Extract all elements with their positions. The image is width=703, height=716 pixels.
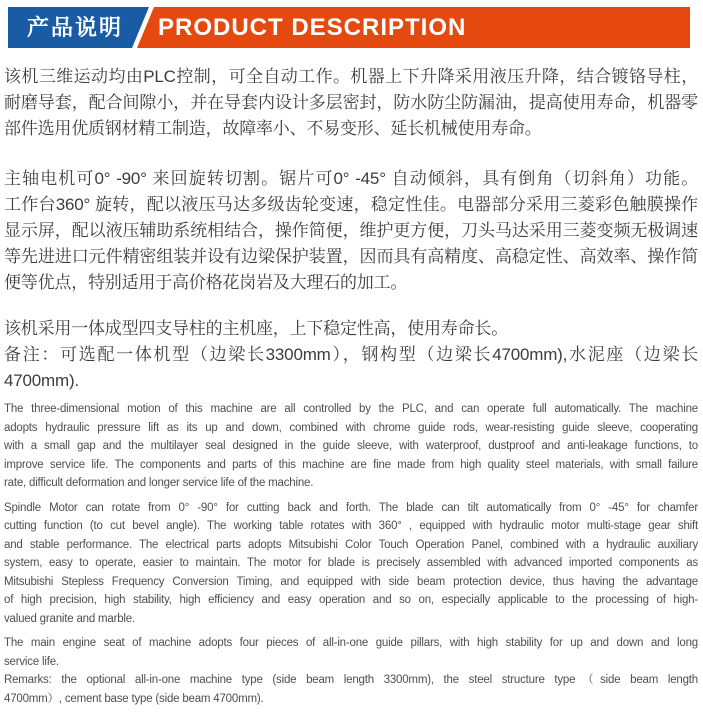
content-area [0, 64, 703, 708]
text-line: valued granite and marble. [4, 612, 135, 625]
paragraph-cn-remarks [4, 316, 698, 394]
section-header-banner [8, 7, 690, 48]
paragraph-en-overview [4, 400, 698, 493]
text-line: 主轴电机可0° -90° 来回旋转切割。锯片可0° -45° 自动倾斜，具有倒角（切斜角）功能。 [4, 169, 698, 188]
text-line: of high precision, high stability, high efficiency and easy operation and so on, especially applicable to the processing of high- [4, 594, 698, 606]
text-line: Mitsubishi Stepless Frequency Conversion Timing, and equipped with side beam protection device, thus having the advantage [4, 575, 698, 588]
text-line: 部件选用优质钢材精工制造，故障率小、不易变形、延长机械使用寿命。 [4, 119, 542, 138]
paragraph-cn-features [4, 166, 698, 296]
text-line: system, easy to operate, easier to maintain. The motor for blade is precisely assembled with advanced imported components as [4, 557, 698, 569]
header-title-en: PRODUCT DESCRIPTION [158, 14, 467, 41]
text-line: improve service life. The components and parts of this machine are fine made from high quality steel materials, with small failure [4, 458, 698, 471]
text-line: The main engine seat of machine adopts four pieces of all-in-one guide pillars, with high stability for up and down and long [4, 637, 698, 649]
text-line: 便等优点，特别适用于高价格花岗岩及大理石的加工。 [4, 273, 408, 292]
text-line: The three-dimensional motion of this machine are all controlled by the PLC, and can operate full automatically. The machine [4, 403, 698, 415]
text-line: 工作台360° 旋转，配以液压马达多级齿轮变速，稳定性佳。电器部分采用三菱彩色触膜操作 [4, 195, 698, 214]
text-line: 该机采用一体成型四支导柱的主机座，上下稳定性高，使用寿命长。 [4, 319, 508, 338]
paragraph-en-features [4, 499, 698, 629]
text-line: with a small gap and the multilayer seal designed in the guide sleeve, with waterproof, dustproof and anti-leakage functions, to [4, 440, 698, 452]
text-line: 显示屏，配以液压辅助系统相结合，操作简便，维护更方便，刀头马达采用三菱变频无极调速 [4, 221, 698, 240]
text-line: service life. [4, 655, 59, 668]
product-description-page [0, 7, 703, 716]
text-line: cutting function (to cut bevel angle). The working table rotates with 360° , equipped with hydraulic motor multi-stage gear shift [4, 520, 698, 532]
text-line: rate, difficult deformation and longer service life of the machine. [4, 477, 314, 489]
text-line: 该机三维运动均由PLC控制，可全自动工作。机器上下升降采用液压升降，结合镀铬导柱， [4, 67, 698, 86]
text-line: 耐磨导套，配合间隙小，并在导套内设计多层密封，防水防尘防漏油，提高使用寿命，机器零 [4, 93, 698, 112]
paragraph-en-remarks [4, 634, 698, 708]
text-line: and stable performance. The electrical parts adopts Mitsubishi Color Touch Operation Panel, combined with a hydraulic auxiliary [4, 538, 698, 551]
text-line: Remarks: the optional all-in-one machine type (side beam length 3300mm), the steel structure type（side beam length [4, 674, 698, 686]
text-line: 4700mm). [4, 371, 79, 390]
text-line: 4700mm）, cement base type (side beam 4700mm). [4, 692, 264, 705]
text-line: Spindle Motor can rotate from 0° -90° for cutting back and forth. The blade can tilt automatically from 0° -45° for chamfer [4, 501, 698, 514]
paragraph-cn-overview [4, 64, 698, 142]
header-title-cn: 产品说明 [26, 15, 123, 40]
text-line: 备注：可选配一体机型（边梁长3300mm），钢构型（边梁长4700mm),水泥座（边梁长 [4, 345, 698, 364]
text-line: 等先进进口元件精密组装并设有边梁保护装置，因而具有高精度、高稳定性、高效率、操作简 [4, 247, 698, 266]
text-line: adopts hydraulic pressure lift as its up and down, combined with chrome guide rods, wear-resisting guide sleeve, cooperating [4, 421, 698, 434]
